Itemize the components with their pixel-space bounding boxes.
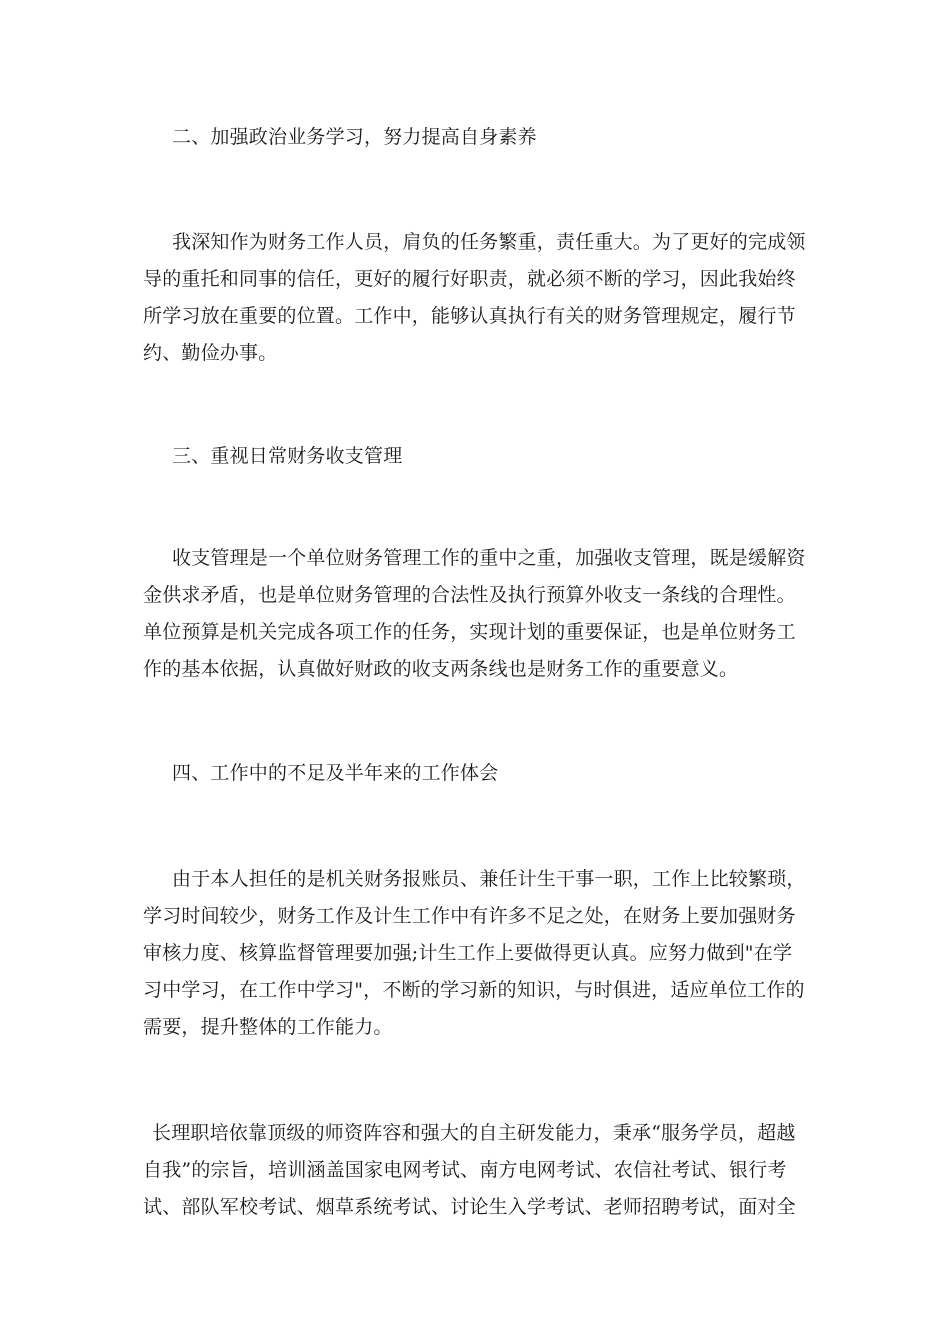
- section-4-line-5: 需要，提升整体的工作能力。: [143, 1016, 393, 1038]
- section-2-line-4: 约、勤俭办事。: [143, 342, 278, 364]
- section-4-line-1: 由于本人担任的是机关财务报账员、兼任计生干事一职，工作上比较繁琐，: [172, 868, 806, 890]
- footer-ad-line-3: 试、部队军校考试、烟草系统考试、讨论生入学考试、老师招聘考试，面对全: [143, 1196, 796, 1218]
- section-3-line-3: 单位预算是机关完成各项工作的任务，实现计划的重要保证，也是单位财务工: [143, 621, 796, 643]
- section-4-line-2: 学习时间较少，财务工作及计生工作中有许多不足之处，在财务上要加强财务: [143, 905, 796, 927]
- section-3-line-2: 金供求矛盾，也是单位财务管理的合法性及执行预算外收支一条线的合理性。: [143, 584, 796, 606]
- section-2-line-3: 所学习放在重要的位置。工作中，能够认真执行有关的财务管理规定，履行节: [143, 305, 796, 327]
- section-4-line-4: 习中学习，在工作中学习"，不断的学习新的知识，与时俱进，适应单位工作的: [143, 979, 805, 1001]
- section-4-heading: 四、工作中的不足及半年来的工作体会: [172, 762, 499, 784]
- section-2-line-2: 导的重托和同事的信任，更好的履行好职责，就必须不断的学习，因此我始终: [143, 268, 796, 290]
- section-3-heading: 三、重视日常财务收支管理: [172, 445, 403, 467]
- section-3-line-4: 作的基本依据，认真做好财政的收支两条线也是财务工作的重要意义。: [143, 658, 739, 680]
- section-2-heading: 二、加强政治业务学习，努力提高自身素养: [172, 126, 537, 148]
- section-4-line-3: 审核力度、核算监督管理要加强;计生工作上要做得更认真。应努力做到"在学: [143, 942, 793, 964]
- footer-ad-line-1: 长理职培依靠顶级的师资阵容和强大的自主研发能力，秉承“服务学员，超越: [152, 1122, 796, 1144]
- section-2-line-1: 我深知作为财务工作人员，肩负的任务繁重，责任重大。为了更好的完成领: [172, 231, 806, 253]
- section-3-line-1: 收支管理是一个单位财务管理工作的重中之重，加强收支管理，既是缓解资: [172, 547, 806, 569]
- footer-ad-line-2: 自我”的宗旨，培训涵盖国家电网考试、南方电网考试、农信社考试、银行考: [143, 1159, 787, 1181]
